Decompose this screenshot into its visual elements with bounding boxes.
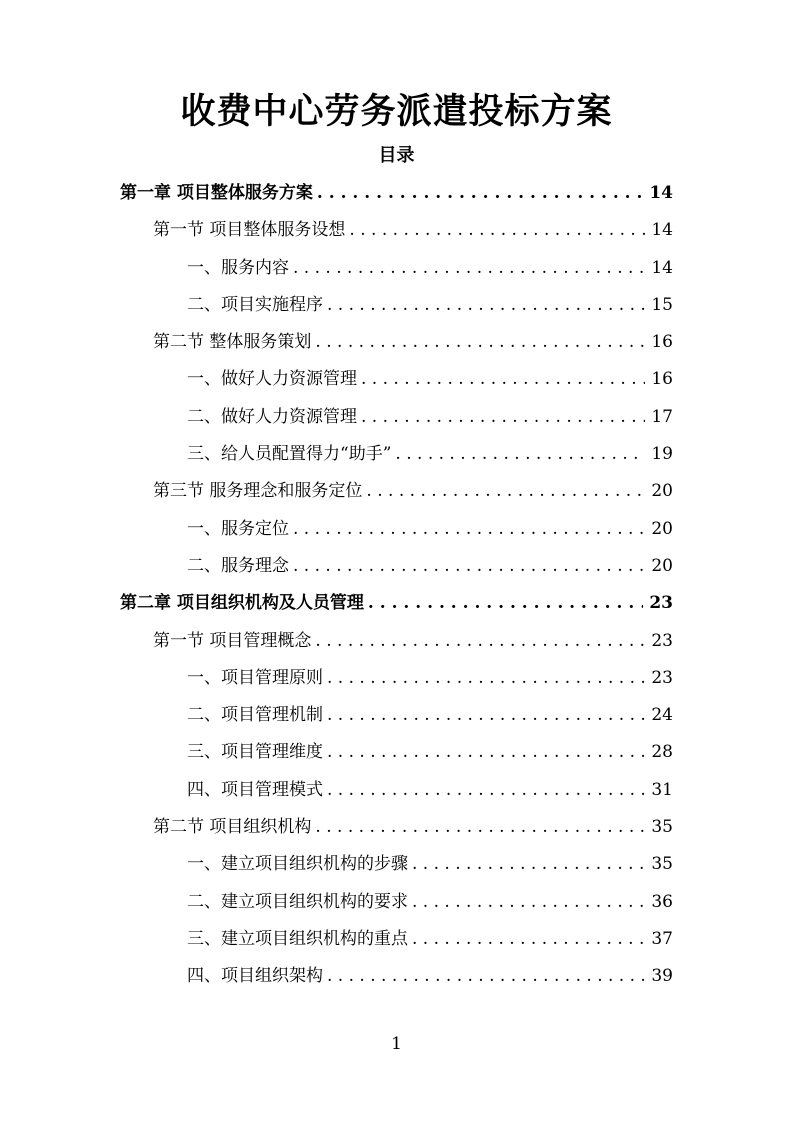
toc-entry-page: 23 — [651, 667, 673, 688]
toc-dot-leader — [366, 473, 645, 510]
toc-entry[interactable] — [120, 734, 673, 771]
toc-entry-page: 14 — [651, 220, 673, 241]
toc-entry-page: 17 — [651, 406, 673, 427]
toc-entry-page: 36 — [651, 891, 673, 912]
toc-entry[interactable] — [120, 772, 673, 809]
toc-entry-title: 一、服务内容 — [187, 257, 289, 278]
toc-entry-title: 四、项目组织架构 — [187, 966, 323, 987]
toc-entry-page: 23 — [651, 630, 673, 651]
toc-entry-title: 第二节 项目组织机构 — [153, 817, 312, 838]
page-number: 1 — [391, 1034, 402, 1054]
toc-entry[interactable] — [120, 324, 673, 361]
toc-entry[interactable] — [120, 250, 673, 287]
toc-dot-leader — [293, 511, 645, 548]
toc-entry-title: 四、项目管理模式 — [187, 779, 323, 800]
toc-entry[interactable] — [120, 361, 673, 398]
toc-entry-title: 第二节 整体服务策划 — [153, 332, 312, 353]
toc-entry-title: 第一章 项目整体服务方案 — [120, 183, 313, 203]
toc-entry-title: 二、项目管理机制 — [187, 705, 323, 726]
toc-entry-title: 二、项目实施程序 — [187, 294, 323, 315]
toc-entry[interactable] — [120, 548, 673, 585]
toc-entry-page: 24 — [651, 705, 673, 726]
toc-dot-leader — [327, 958, 645, 995]
toc-entry[interactable] — [120, 623, 673, 660]
toc-entry-title: 第三节 服务理念和服务定位 — [153, 481, 363, 502]
toc-entry-page: 28 — [651, 742, 673, 763]
toc-entry[interactable] — [120, 511, 673, 548]
toc-dot-leader — [412, 884, 645, 921]
toc-entry-title: 二、服务理念 — [187, 555, 289, 576]
toc-dot-leader — [315, 324, 645, 361]
toc-entry-title: 二、做好人力资源管理 — [187, 406, 357, 427]
toc-entry-title: 第一节 项目整体服务设想 — [153, 220, 346, 241]
document-title: 收费中心劳务派遣投标方案 — [180, 91, 613, 132]
toc-entry[interactable] — [120, 212, 673, 249]
toc-entry-page: 19 — [651, 444, 673, 465]
toc-entry-page: 14 — [649, 183, 673, 203]
toc-entry[interactable] — [120, 846, 673, 883]
toc-dot-leader — [327, 660, 645, 697]
toc-entry-page: 16 — [651, 332, 673, 353]
toc-entry-title: 三、建立项目组织机构的重点 — [187, 928, 408, 949]
toc-entry[interactable] — [120, 399, 673, 436]
toc-entry-page: 39 — [651, 966, 673, 987]
toc-entry-title: 一、建立项目组织机构的步骤 — [187, 854, 408, 875]
table-of-contents — [120, 175, 673, 996]
toc-entry-title: 三、给人员配置得力“助手” — [187, 444, 392, 465]
toc-entry-page: 15 — [651, 294, 673, 315]
toc-entry-title: 一、服务定位 — [187, 518, 289, 539]
toc-entry-title: 一、项目管理原则 — [187, 667, 323, 688]
toc-entry-title: 二、建立项目组织机构的要求 — [187, 891, 408, 912]
toc-dot-leader — [317, 175, 643, 212]
toc-entry[interactable] — [120, 175, 673, 212]
toc-dot-leader — [349, 212, 645, 249]
toc-entry[interactable] — [120, 473, 673, 510]
toc-entry-page: 20 — [651, 518, 673, 539]
toc-dot-leader — [368, 585, 643, 622]
toc-heading: 目录 — [378, 145, 415, 166]
toc-dot-leader — [293, 250, 645, 287]
toc-entry-page: 20 — [651, 481, 673, 502]
toc-entry[interactable] — [120, 958, 673, 995]
toc-dot-leader — [361, 361, 645, 398]
toc-entry-page: 31 — [651, 779, 673, 800]
toc-entry[interactable] — [120, 287, 673, 324]
toc-dot-leader — [327, 287, 645, 324]
toc-dot-leader — [361, 399, 645, 436]
toc-entry-page: 23 — [649, 593, 673, 614]
toc-entry[interactable] — [120, 809, 673, 846]
toc-entry-page: 37 — [651, 928, 673, 949]
toc-entry-page: 16 — [651, 369, 673, 390]
toc-entry-title: 第一节 项目管理概念 — [153, 630, 312, 651]
toc-dot-leader — [327, 772, 645, 809]
toc-dot-leader — [315, 809, 645, 846]
toc-entry-title: 一、做好人力资源管理 — [187, 369, 357, 390]
toc-entry[interactable] — [120, 884, 673, 921]
toc-dot-leader — [293, 548, 645, 585]
toc-entry[interactable] — [120, 585, 673, 622]
toc-entry-page: 14 — [651, 257, 673, 278]
toc-dot-leader — [327, 734, 645, 771]
toc-entry-title: 三、项目管理维度 — [187, 742, 323, 763]
toc-dot-leader — [412, 921, 645, 958]
toc-entry[interactable] — [120, 921, 673, 958]
toc-entry-page: 35 — [651, 854, 673, 875]
toc-dot-leader — [315, 623, 645, 660]
toc-dot-leader — [327, 697, 645, 734]
toc-entry-page: 20 — [651, 555, 673, 576]
toc-entry[interactable] — [120, 660, 673, 697]
toc-entry[interactable] — [120, 697, 673, 734]
toc-dot-leader — [412, 846, 645, 883]
toc-entry-page: 35 — [651, 817, 673, 838]
toc-dot-leader — [395, 436, 645, 473]
toc-entry[interactable] — [120, 436, 673, 473]
toc-entry-title: 第二章 项目组织机构及人员管理 — [120, 593, 364, 614]
